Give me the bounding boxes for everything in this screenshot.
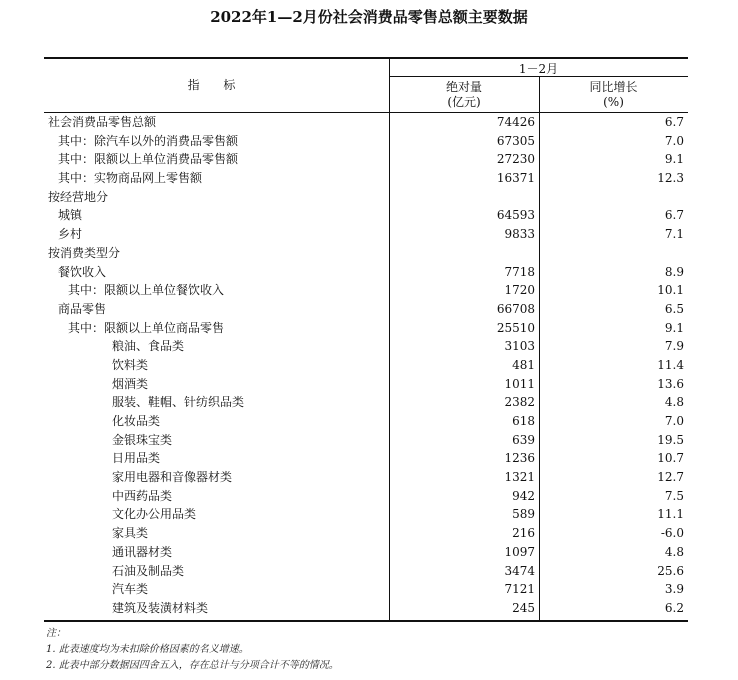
row-indicator-name: 金银珠宝类 [112, 432, 173, 447]
row-indicator-name: 社会消费品零售总额 [48, 115, 157, 129]
table-row [44, 337, 688, 356]
row-yoy-growth: 7.9 [664, 339, 684, 354]
row-yoy-growth: 4.8 [664, 544, 684, 559]
table-row [44, 113, 688, 132]
row-yoy-growth: 8.9 [664, 264, 684, 279]
row-indicator-name: 化妆品类 [112, 414, 161, 428]
table-notes [46, 626, 339, 674]
row-absolute-value: 1720 [504, 283, 535, 298]
row-indicator-name: 按消费类型分 [48, 245, 121, 260]
table-title: 2022年1—2月份社会消费品零售总额主要数据 [210, 8, 528, 26]
table-row [44, 562, 688, 581]
row-yoy-growth: 3.9 [664, 582, 684, 597]
row-yoy-growth: 10.7 [657, 451, 684, 466]
yoy-growth-header [539, 80, 688, 110]
row-yoy-growth: 11.1 [657, 507, 684, 522]
table-bottom-rule [44, 620, 688, 622]
table-row [44, 487, 688, 506]
row-absolute-value: 3103 [504, 339, 535, 354]
yoy-growth-header-label: 同比增长 [589, 80, 638, 94]
row-absolute-value: 2382 [504, 395, 535, 410]
row-yoy-growth: 7.1 [664, 227, 684, 242]
table-row [44, 225, 688, 244]
note-item: 1. 此表速度均为未扣除价格因素的名义增速。 [46, 644, 249, 655]
absolute-value-header-label: 绝对量 [445, 80, 482, 94]
yoy-growth-header-unit: (%) [603, 95, 624, 109]
row-absolute-value: 589 [512, 507, 535, 522]
absolute-value-header [389, 80, 539, 110]
table-row [44, 543, 688, 562]
table-row [44, 188, 688, 207]
row-absolute-value: 9833 [504, 227, 535, 242]
row-yoy-growth: 12.3 [657, 171, 684, 186]
row-absolute-value: 16371 [496, 171, 535, 186]
row-absolute-value: 3474 [504, 563, 535, 578]
row-absolute-value: 1097 [504, 544, 535, 559]
row-yoy-growth: 10.1 [657, 283, 684, 298]
row-absolute-value: 618 [512, 414, 535, 428]
row-indicator-name: 其中：限额以上单位商品零售 [68, 320, 225, 335]
row-indicator-name: 城镇 [58, 208, 83, 223]
row-yoy-growth: 9.1 [664, 320, 684, 335]
row-absolute-value: 66708 [496, 301, 535, 316]
row-yoy-growth: 6.7 [664, 208, 684, 223]
row-absolute-value: 74426 [496, 115, 535, 129]
row-indicator-name: 粮油、食品类 [112, 339, 185, 354]
row-indicator-name: 服装、鞋帽、针纺织品类 [112, 395, 245, 410]
table-row [44, 431, 688, 450]
row-indicator-name: 建筑及装潢材料类 [112, 600, 209, 615]
row-indicator-name: 饮料类 [112, 357, 149, 372]
row-indicator-name: 通讯器材类 [112, 544, 173, 559]
row-indicator-name: 乡村 [58, 227, 83, 242]
table-row [44, 580, 688, 599]
row-absolute-value: 27230 [496, 152, 535, 167]
absolute-value-header-unit: (亿元) [447, 95, 481, 109]
table-top-rule [44, 57, 688, 59]
row-yoy-growth: 7.5 [664, 488, 684, 503]
row-absolute-value: 942 [512, 488, 535, 503]
row-absolute-value: 481 [512, 357, 535, 372]
row-yoy-growth: 6.2 [664, 600, 684, 615]
row-yoy-growth: 4.8 [664, 395, 684, 410]
row-indicator-name: 家具类 [112, 526, 149, 541]
table-row [44, 449, 688, 468]
row-indicator-name: 按经营地分 [48, 189, 109, 204]
row-yoy-growth: 19.5 [657, 432, 684, 447]
row-absolute-value: 639 [512, 432, 535, 447]
table-row [44, 468, 688, 487]
row-indicator-name: 家用电器和音像器材类 [112, 470, 233, 485]
row-indicator-name: 文化办公用品类 [112, 507, 197, 522]
row-indicator-name: 餐饮收入 [58, 264, 107, 279]
table-row [44, 132, 688, 151]
row-yoy-growth: 13.6 [657, 376, 684, 391]
row-indicator-name: 其中：除汽车以外的消费品零售额 [58, 133, 239, 148]
row-yoy-growth: 25.6 [657, 563, 684, 578]
row-yoy-growth: 7.0 [664, 133, 684, 148]
row-indicator-name: 其中：限额以上单位消费品零售额 [58, 152, 239, 167]
indicator-header: 指 标 [187, 78, 246, 92]
table-row [44, 375, 688, 394]
row-indicator-name: 商品零售 [58, 301, 107, 316]
row-indicator-name: 其中：限额以上单位餐饮收入 [68, 283, 225, 298]
period-header: 1－2月 [518, 62, 559, 76]
table-row [44, 300, 688, 319]
row-indicator-name: 中西药品类 [112, 488, 173, 503]
row-absolute-value: 7718 [504, 264, 535, 279]
row-absolute-value: 1236 [504, 451, 535, 466]
row-yoy-growth: 12.7 [657, 470, 684, 485]
row-indicator-name: 石油及制品类 [112, 563, 185, 578]
table-body [44, 113, 688, 618]
row-absolute-value: 245 [512, 600, 535, 615]
row-yoy-growth: 6.5 [664, 301, 684, 316]
table-row [44, 281, 688, 300]
row-absolute-value: 1321 [504, 470, 535, 485]
table-row [44, 356, 688, 375]
row-indicator-name: 日用品类 [112, 451, 161, 466]
table-row [44, 263, 688, 282]
table-row [44, 524, 688, 543]
table-row [44, 206, 688, 225]
table-row [44, 599, 688, 618]
table-row [44, 393, 688, 412]
row-indicator-name: 其中：实物商品网上零售额 [58, 171, 203, 186]
table-row [44, 412, 688, 431]
table-row [44, 169, 688, 188]
table-row [44, 150, 688, 169]
row-absolute-value: 64593 [496, 208, 535, 223]
table-row [44, 505, 688, 524]
row-indicator-name: 汽车类 [112, 582, 149, 597]
note-item: 2. 此表中部分数据因四舍五入，存在总计与分项合计不等的情况。 [46, 660, 339, 671]
row-absolute-value: 67305 [496, 133, 535, 148]
row-yoy-growth: 11.4 [657, 357, 684, 372]
row-yoy-growth: 6.7 [664, 115, 684, 129]
row-absolute-value: 216 [512, 526, 535, 541]
table-row [44, 244, 688, 263]
row-indicator-name: 烟酒类 [112, 376, 149, 391]
row-absolute-value: 1011 [504, 376, 535, 391]
row-yoy-growth: 7.0 [664, 414, 684, 428]
row-yoy-growth: -6.0 [660, 526, 684, 541]
row-yoy-growth: 9.1 [664, 152, 684, 167]
row-absolute-value: 25510 [496, 320, 535, 335]
table-row [44, 319, 688, 338]
notes-label: 注： [46, 628, 66, 639]
row-absolute-value: 7121 [504, 582, 535, 597]
